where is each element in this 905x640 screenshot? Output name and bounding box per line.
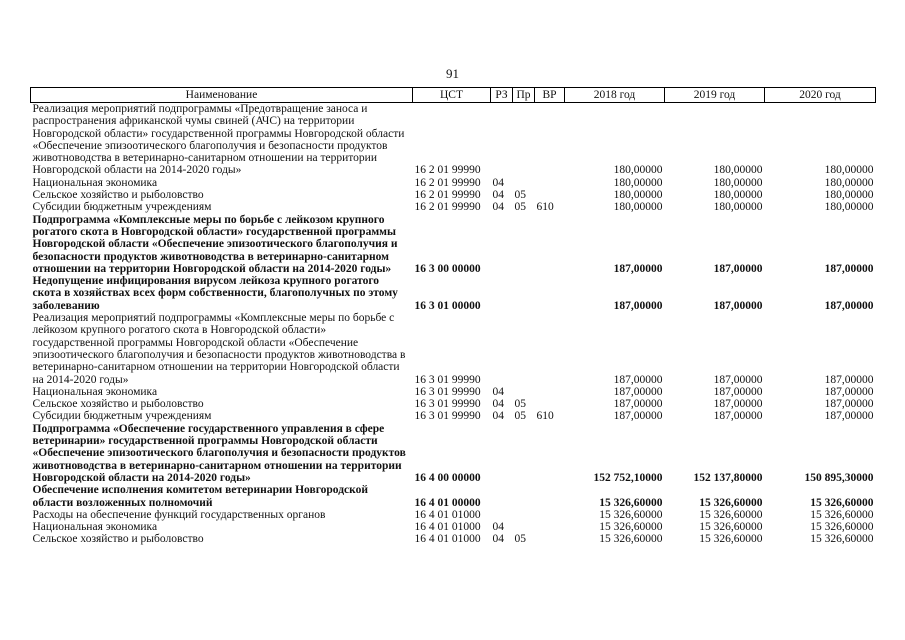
row-cst: 16 3 00 00000 — [414, 262, 481, 275]
row-2020: 187,00000 — [824, 398, 874, 411]
row-cst: 16 2 01 99990 — [414, 189, 481, 202]
row-2020: 180,00000 — [824, 176, 874, 189]
row-cst: 16 3 01 99990 — [414, 385, 481, 398]
header-vr: ВР — [535, 88, 565, 103]
row-cst: 16 4 01 01000 — [414, 533, 481, 546]
table-row — [31, 398, 876, 410]
row-2020: 15 326,60000 — [810, 521, 874, 534]
row-2018: 15 326,60000 — [599, 508, 663, 521]
row-2019: 180,00000 — [713, 164, 763, 177]
row-pr: 05 — [514, 201, 526, 214]
row-vr — [535, 103, 565, 177]
header-pr: Пр — [513, 88, 535, 103]
table-row — [31, 509, 876, 521]
row-2018: 180,00000 — [613, 189, 663, 202]
row-2019: 187,00000 — [713, 299, 763, 312]
row-rz — [491, 312, 513, 386]
row-cst: 16 4 01 00000 — [414, 496, 481, 509]
row-rz — [491, 423, 513, 484]
row-2018: 15 326,60000 — [599, 521, 663, 534]
row-pr: 05 — [514, 410, 526, 423]
row-pr — [513, 103, 535, 177]
row-vr: 610 — [536, 201, 554, 214]
row-pr: 05 — [514, 189, 526, 202]
row-name: Реализация мероприятий подпрограммы «Предотвращение заноса и распространения африканской чумы свиней (АЧС) на территории Новгородской области» государственной программы Новгородской области «Обеспечение эпизоотического благополучия и безопасности продуктов животноводства в ветеринарно-санитарном отношении на территории Новгородской области на 2014-2020 годы» — [32, 103, 405, 177]
row-2019: 15 326,60000 — [699, 521, 763, 534]
row-cst: 16 2 01 99990 — [414, 164, 481, 177]
row-2018: 187,00000 — [613, 398, 663, 411]
table-row — [31, 484, 876, 509]
row-cst: 16 3 01 99990 — [414, 398, 481, 411]
row-2019: 187,00000 — [713, 262, 763, 275]
table-row — [31, 533, 876, 545]
row-2018: 180,00000 — [613, 164, 663, 177]
table-row — [31, 177, 876, 189]
budget-table — [30, 87, 876, 546]
header-row — [31, 88, 876, 103]
row-pr: 05 — [514, 533, 526, 546]
row-pr — [513, 386, 535, 398]
row-2018: 187,00000 — [613, 385, 663, 398]
row-rz: 04 — [492, 521, 504, 534]
row-name: Реализация мероприятий подпрограммы «Комплексные меры по борьбе с лейкозом крупного рогатого скота в Новгородской области» государственной программы Новгородской области «Обеспечение эпизоотического благополучия и безопасности продуктов животноводства в ветеринарно-санитарном отношении на территории Новгородской области на 2014-2020 годы» — [32, 312, 406, 386]
row-name: Подпрограмма «Обеспечение государственного управления в сфере ветеринарии» государственной программы Новгородской области «Обеспечение эпизоотического благополучия и безопасности продуктов животноводства в ветеринарно-санитарном отношении на территории Новгородской области на 2014-2020 годы» — [32, 422, 406, 484]
row-2020: 150 895,30000 — [804, 471, 874, 484]
row-rz: 04 — [492, 189, 504, 202]
table-body — [31, 103, 876, 546]
table-row — [31, 423, 876, 484]
row-2019: 187,00000 — [713, 398, 763, 411]
row-name: Субсидии бюджетным учреждениям — [32, 410, 212, 423]
row-rz: 04 — [492, 176, 504, 189]
row-name: Субсидии бюджетным учреждениям — [32, 201, 212, 214]
row-cst: 16 2 01 99990 — [414, 201, 481, 214]
row-2019: 152 137,80000 — [693, 471, 763, 484]
row-rz — [491, 275, 513, 312]
table-row — [31, 312, 876, 386]
row-2020: 187,00000 — [824, 385, 874, 398]
row-vr — [535, 484, 565, 509]
row-2019: 187,00000 — [713, 410, 763, 423]
row-name: Недопущение инфицирования вирусом лейкоза крупного рогатого скота в хозяйствах всех форм собственности, благополучных по этому заболеванию — [32, 275, 398, 312]
row-2018: 180,00000 — [613, 176, 663, 189]
row-rz — [491, 484, 513, 509]
page-number: 91 — [446, 66, 459, 81]
row-cst: 16 3 01 00000 — [414, 299, 481, 312]
row-name: Национальная экономика — [32, 521, 158, 534]
row-2018: 187,00000 — [613, 410, 663, 423]
row-2020: 187,00000 — [824, 299, 874, 312]
row-2020: 15 326,60000 — [810, 508, 874, 521]
row-rz — [491, 509, 513, 521]
table-row — [31, 386, 876, 398]
row-rz — [491, 214, 513, 275]
row-rz: 04 — [492, 410, 504, 423]
row-pr — [513, 509, 535, 521]
row-cst: 16 3 01 99990 — [414, 410, 481, 423]
table-row — [31, 521, 876, 533]
row-name: Сельское хозяйство и рыболовство — [32, 189, 204, 202]
table-row — [31, 214, 876, 275]
row-vr — [535, 423, 565, 484]
row-2019: 15 326,60000 — [699, 496, 763, 509]
row-2018: 15 326,60000 — [599, 533, 663, 546]
row-2019: 187,00000 — [713, 385, 763, 398]
row-cst: 16 4 01 01000 — [414, 521, 481, 534]
row-rz: 04 — [492, 533, 504, 546]
row-pr — [513, 423, 535, 484]
row-cst: 16 4 00 00000 — [414, 471, 481, 484]
row-vr — [535, 189, 565, 201]
row-name: Подпрограмма «Комплексные меры по борьбе с лейкозом крупного рогатого скота в Новгородской области» государственной программы Новгородской области «Обеспечение эпизоотического благополучия и безопасности продуктов животноводства в ветеринарно-санитарном отношении на территории Новгородской области на 2014-2020 годы» — [32, 213, 398, 275]
row-name: Расходы на обеспечение функций государственных органов — [32, 508, 326, 521]
table-row — [31, 201, 876, 213]
row-2019: 180,00000 — [713, 201, 763, 214]
row-cst: 16 4 01 01000 — [414, 508, 481, 521]
row-name: Сельское хозяйство и рыболовство — [32, 398, 204, 411]
row-pr — [513, 484, 535, 509]
row-pr — [513, 177, 535, 189]
row-pr — [513, 214, 535, 275]
row-pr — [513, 312, 535, 386]
row-name: Национальная экономика — [32, 385, 158, 398]
row-name: Обеспечение исполнения комитетом ветеринарии Новгородской области возложенных полномочий — [32, 484, 368, 509]
row-vr — [535, 275, 565, 312]
row-rz: 04 — [492, 385, 504, 398]
row-2020: 187,00000 — [824, 262, 874, 275]
row-2018: 180,00000 — [613, 201, 663, 214]
row-vr: 610 — [536, 410, 554, 423]
header-name: Наименование — [31, 88, 413, 103]
row-2019: 15 326,60000 — [699, 533, 763, 546]
header-rz: РЗ — [491, 88, 513, 103]
row-cst: 16 3 01 99990 — [414, 373, 481, 386]
row-2018: 15 326,60000 — [599, 496, 663, 509]
row-2020: 187,00000 — [824, 373, 874, 386]
row-vr — [535, 386, 565, 398]
row-pr: 05 — [514, 398, 526, 411]
row-2018: 187,00000 — [613, 299, 663, 312]
row-vr — [535, 177, 565, 189]
row-2018: 187,00000 — [613, 373, 663, 386]
row-vr — [535, 214, 565, 275]
table-row — [31, 189, 876, 201]
row-2019: 180,00000 — [713, 189, 763, 202]
row-rz: 04 — [492, 398, 504, 411]
row-vr — [535, 533, 565, 545]
row-2018: 152 752,10000 — [593, 471, 663, 484]
row-2020: 187,00000 — [824, 410, 874, 423]
row-pr — [513, 521, 535, 533]
row-2020: 180,00000 — [824, 189, 874, 202]
header-cst: ЦСТ — [413, 88, 491, 103]
row-name: Сельское хозяйство и рыболовство — [32, 533, 204, 546]
row-vr — [535, 312, 565, 386]
row-2020: 180,00000 — [824, 201, 874, 214]
row-2020: 15 326,60000 — [810, 496, 874, 509]
row-rz — [491, 103, 513, 177]
header-2019: 2019 год — [665, 88, 765, 103]
row-rz: 04 — [492, 201, 504, 214]
header-2018: 2018 год — [565, 88, 665, 103]
row-2019: 15 326,60000 — [699, 508, 763, 521]
row-2019: 180,00000 — [713, 176, 763, 189]
row-vr — [535, 509, 565, 521]
row-cst: 16 2 01 99990 — [414, 176, 481, 189]
row-pr — [513, 275, 535, 312]
header-2020: 2020 год — [765, 88, 876, 103]
table-row — [31, 103, 876, 177]
row-2020: 15 326,60000 — [810, 533, 874, 546]
row-2019: 187,00000 — [713, 373, 763, 386]
row-vr — [535, 398, 565, 410]
row-2018: 187,00000 — [613, 262, 663, 275]
row-2020: 180,00000 — [824, 164, 874, 177]
table-row — [31, 275, 876, 312]
row-name: Национальная экономика — [32, 176, 158, 189]
table-row — [31, 410, 876, 422]
row-vr — [535, 521, 565, 533]
